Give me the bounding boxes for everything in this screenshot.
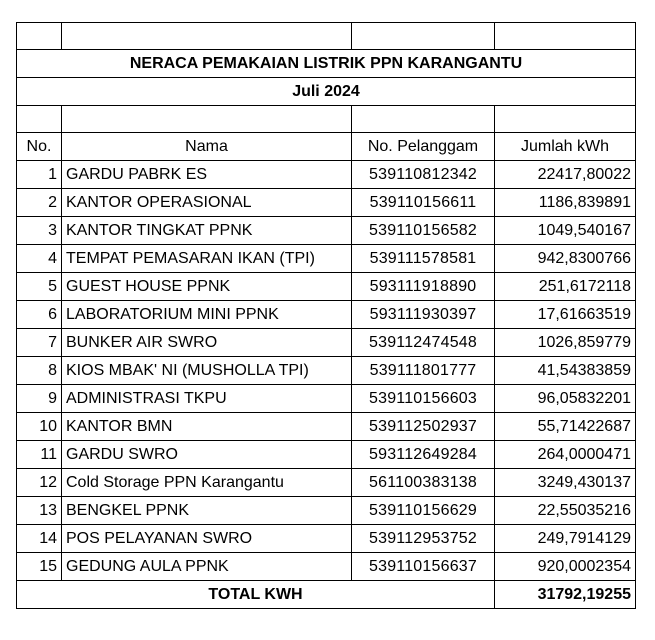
kwh-cell[interactable]: 41,54383859 (495, 357, 636, 385)
row-number-cell[interactable]: 6 (17, 301, 62, 329)
kwh-cell[interactable]: 3249,430137 (495, 469, 636, 497)
table-row (17, 413, 636, 441)
row-number-cell[interactable]: 3 (17, 217, 62, 245)
name-cell[interactable]: KANTOR TINGKAT PPNK (62, 217, 352, 245)
empty-cell[interactable] (17, 106, 62, 133)
customer-number-cell[interactable]: 593111918890 (352, 273, 495, 301)
kwh-cell[interactable]: 1026,859779 (495, 329, 636, 357)
row-number-cell[interactable]: 13 (17, 497, 62, 525)
row-number-cell[interactable]: 5 (17, 273, 62, 301)
name-cell[interactable]: POS PELAYANAN SWRO (62, 525, 352, 553)
name-cell[interactable]: GEDUNG AULA PPNK (62, 553, 352, 581)
empty-cell[interactable] (62, 106, 352, 133)
header-row (17, 133, 636, 161)
row-number-cell[interactable]: 12 (17, 469, 62, 497)
row-number-cell[interactable]: 1 (17, 161, 62, 189)
row-number-cell[interactable]: 15 (17, 553, 62, 581)
empty-cell[interactable] (495, 106, 636, 133)
customer-number-cell[interactable]: 539110156582 (352, 217, 495, 245)
customer-number-cell[interactable]: 539112474548 (352, 329, 495, 357)
empty-cell[interactable] (17, 23, 62, 50)
kwh-cell[interactable]: 22417,80022 (495, 161, 636, 189)
table-row (17, 385, 636, 413)
header-kwh[interactable]: Jumlah kWh (495, 133, 636, 161)
table-row (17, 245, 636, 273)
table-row (17, 189, 636, 217)
sheet-title[interactable]: NERACA PEMAKAIAN LISTRIK PPN KARANGANTU (17, 50, 636, 78)
kwh-cell[interactable]: 17,61663519 (495, 301, 636, 329)
kwh-cell[interactable]: 264,0000471 (495, 441, 636, 469)
empty-row-top (17, 23, 636, 50)
kwh-cell[interactable]: 249,7914129 (495, 525, 636, 553)
table-row (17, 441, 636, 469)
table-row (17, 273, 636, 301)
customer-number-cell[interactable]: 539112953752 (352, 525, 495, 553)
empty-cell[interactable] (495, 23, 636, 50)
customer-number-cell[interactable]: 539110156629 (352, 497, 495, 525)
empty-cell[interactable] (352, 23, 495, 50)
name-cell[interactable]: GARDU SWRO (62, 441, 352, 469)
kwh-cell[interactable]: 1049,540167 (495, 217, 636, 245)
customer-number-cell[interactable]: 539111578581 (352, 245, 495, 273)
customer-number-cell[interactable]: 539110156611 (352, 189, 495, 217)
customer-number-cell[interactable]: 539110812342 (352, 161, 495, 189)
name-cell[interactable]: KIOS MBAK' NI (MUSHOLLA TPI) (62, 357, 352, 385)
name-cell[interactable]: KANTOR OPERASIONAL (62, 189, 352, 217)
customer-number-cell[interactable]: 593112649284 (352, 441, 495, 469)
customer-number-cell[interactable]: 539110156603 (352, 385, 495, 413)
name-cell[interactable]: BUNKER AIR SWRO (62, 329, 352, 357)
total-label[interactable]: TOTAL KWH (17, 581, 495, 609)
kwh-cell[interactable]: 1186,839891 (495, 189, 636, 217)
row-number-cell[interactable]: 4 (17, 245, 62, 273)
title-row (17, 50, 636, 78)
total-value[interactable]: 31792,19255 (495, 581, 636, 609)
row-number-cell[interactable]: 9 (17, 385, 62, 413)
electricity-usage-table (16, 22, 636, 609)
empty-cell[interactable] (62, 23, 352, 50)
kwh-cell[interactable]: 55,71422687 (495, 413, 636, 441)
customer-number-cell[interactable]: 539111801777 (352, 357, 495, 385)
name-cell[interactable]: GUEST HOUSE PPNK (62, 273, 352, 301)
name-cell[interactable]: BENGKEL PPNK (62, 497, 352, 525)
name-cell[interactable]: KANTOR BMN (62, 413, 352, 441)
row-number-cell[interactable]: 7 (17, 329, 62, 357)
kwh-cell[interactable]: 920,0002354 (495, 553, 636, 581)
customer-number-cell[interactable]: 561100383138 (352, 469, 495, 497)
empty-row (17, 106, 636, 133)
name-cell[interactable]: LABORATORIUM MINI PPNK (62, 301, 352, 329)
row-number-cell[interactable]: 10 (17, 413, 62, 441)
name-cell[interactable]: GARDU PABRK ES (62, 161, 352, 189)
row-number-cell[interactable]: 2 (17, 189, 62, 217)
name-cell[interactable]: ADMINISTRASI TKPU (62, 385, 352, 413)
table-row (17, 329, 636, 357)
table-row (17, 497, 636, 525)
name-cell[interactable]: Cold Storage PPN Karangantu (62, 469, 352, 497)
kwh-cell[interactable]: 942,8300766 (495, 245, 636, 273)
row-number-cell[interactable]: 8 (17, 357, 62, 385)
customer-number-cell[interactable]: 539110156637 (352, 553, 495, 581)
table-row (17, 553, 636, 581)
period-row (17, 78, 636, 106)
table-row (17, 525, 636, 553)
header-no[interactable]: No. (17, 133, 62, 161)
header-nama[interactable]: Nama (62, 133, 352, 161)
customer-number-cell[interactable]: 593111930397 (352, 301, 495, 329)
table-row (17, 357, 636, 385)
kwh-cell[interactable]: 22,55035216 (495, 497, 636, 525)
kwh-cell[interactable]: 251,6172118 (495, 273, 636, 301)
empty-cell[interactable] (352, 106, 495, 133)
table-row (17, 217, 636, 245)
header-pelanggan[interactable]: No. Pelanggam (352, 133, 495, 161)
table-row (17, 301, 636, 329)
table-row (17, 161, 636, 189)
kwh-cell[interactable]: 96,05832201 (495, 385, 636, 413)
table-row (17, 469, 636, 497)
sheet-period[interactable]: Juli 2024 (17, 78, 636, 106)
name-cell[interactable]: TEMPAT PEMASARAN IKAN (TPI) (62, 245, 352, 273)
customer-number-cell[interactable]: 539112502937 (352, 413, 495, 441)
row-number-cell[interactable]: 14 (17, 525, 62, 553)
row-number-cell[interactable]: 11 (17, 441, 62, 469)
total-row (17, 581, 636, 609)
